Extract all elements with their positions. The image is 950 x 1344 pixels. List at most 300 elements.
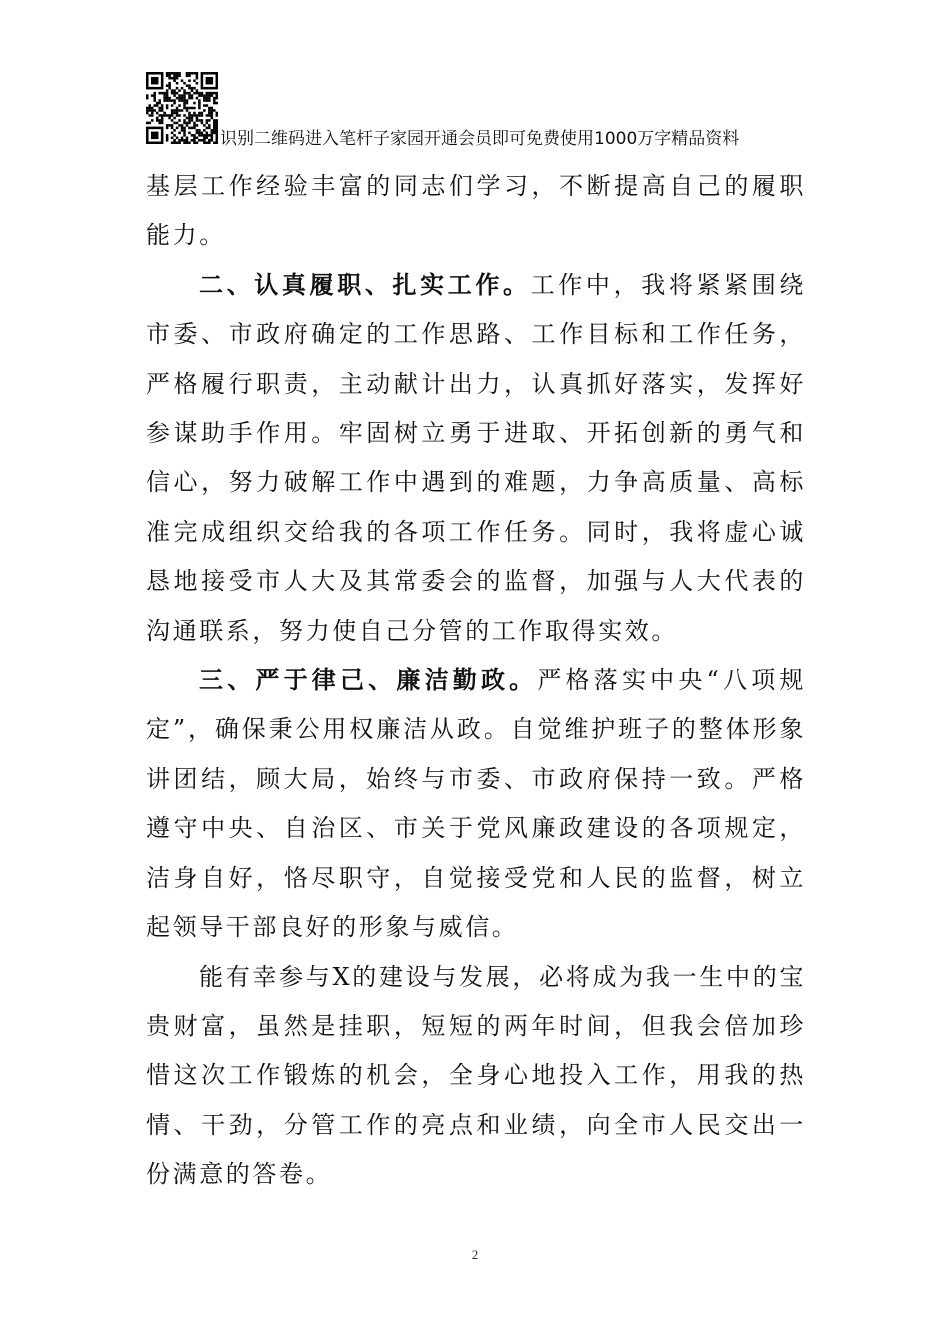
qr-module (178, 139, 181, 142)
qr-module (171, 124, 174, 127)
qr-module (178, 89, 181, 92)
promo-text: 识别二维码进入笔杆子家园开通会员即可免费使用1000万字精品资料 (220, 129, 740, 149)
qr-module (193, 142, 196, 144)
qr-module (211, 72, 214, 75)
qr-module (213, 99, 216, 102)
qr-module (146, 142, 149, 144)
qr-module (208, 119, 211, 122)
qr-module (206, 142, 209, 144)
qr-module (188, 84, 191, 87)
qr-module (176, 92, 179, 95)
qr-module (168, 99, 171, 102)
qr-module (198, 129, 201, 132)
qr-module (183, 139, 186, 142)
qr-module (186, 107, 189, 110)
qr-module (193, 72, 196, 75)
qr-module (156, 112, 159, 115)
qr-module (188, 97, 191, 100)
qr-module (161, 137, 164, 140)
qr-module (203, 72, 206, 75)
qr-module (208, 114, 211, 117)
qr-module (201, 84, 204, 87)
qr-module (156, 82, 159, 85)
qr-module (183, 99, 186, 102)
qr-module (203, 139, 206, 142)
qr-module (216, 79, 218, 82)
qr-module (173, 74, 176, 77)
qr-module (216, 102, 218, 105)
qr-module (213, 102, 216, 105)
qr-module (168, 72, 171, 75)
qr-module (191, 139, 194, 142)
qr-module (168, 82, 171, 85)
qr-module (186, 139, 189, 142)
qr-module (161, 139, 164, 142)
qr-module (178, 119, 181, 122)
qr-module (151, 109, 154, 112)
qr-module (211, 117, 214, 120)
qr-module (181, 127, 184, 130)
qr-module (198, 104, 201, 107)
paragraph-continuation (146, 162, 806, 261)
qr-module (168, 87, 171, 90)
qr-module (168, 74, 171, 77)
qr-module (181, 137, 184, 140)
qr-module (216, 132, 218, 135)
qr-module (158, 107, 161, 110)
qr-module (193, 107, 196, 110)
qr-module (198, 114, 201, 117)
qr-module (213, 97, 216, 100)
qr-module (158, 72, 161, 75)
qr-module (166, 72, 169, 75)
qr-module (216, 122, 218, 125)
qr-module (213, 92, 216, 95)
qr-module (151, 142, 154, 144)
qr-module (183, 134, 186, 137)
qr-module (201, 112, 204, 115)
qr-module (153, 92, 156, 95)
qr-module (158, 99, 161, 102)
qr-module (178, 97, 181, 100)
qr-module (148, 122, 151, 125)
qr-module (196, 119, 199, 122)
qr-module (183, 102, 186, 105)
qr-module (196, 82, 199, 85)
qr-module (146, 122, 149, 125)
qr-module (158, 87, 161, 90)
qr-module (186, 137, 189, 140)
qr-module (176, 87, 179, 90)
qr-module (203, 134, 206, 137)
qr-module (198, 119, 201, 122)
section-heading: 三、严于律己、廉洁勤政。 (199, 666, 538, 695)
qr-module (161, 122, 164, 125)
qr-module (196, 89, 199, 92)
qr-module (186, 92, 189, 95)
qr-module (201, 119, 204, 122)
qr-module (203, 87, 206, 90)
qr-module (216, 139, 218, 142)
qr-module (161, 82, 164, 85)
qr-module (188, 112, 191, 115)
qr-module (166, 134, 169, 137)
qr-module (156, 87, 159, 90)
qr-module (186, 99, 189, 102)
qr-module (146, 109, 149, 112)
qr-module (183, 122, 186, 125)
qr-module (156, 72, 159, 75)
qr-module (188, 87, 191, 90)
qr-module (158, 122, 161, 125)
qr-module (188, 122, 191, 125)
qr-module (178, 109, 181, 112)
qr-module (171, 142, 174, 144)
qr-module (211, 137, 214, 140)
qr-module (211, 87, 214, 90)
qr-module (171, 119, 174, 122)
qr-module (206, 79, 209, 82)
qr-module (153, 137, 156, 140)
qr-module (191, 72, 194, 75)
qr-module (211, 114, 214, 117)
qr-module (186, 109, 189, 112)
qr-module (206, 97, 209, 100)
qr-module (201, 82, 204, 85)
qr-module (196, 117, 199, 120)
qr-module (173, 129, 176, 132)
qr-module (173, 122, 176, 125)
qr-module (213, 142, 216, 144)
qr-module (163, 112, 166, 115)
qr-module (191, 107, 194, 110)
qr-module (203, 99, 206, 102)
qr-module (191, 87, 194, 90)
qr-module (153, 99, 156, 102)
qr-module (146, 139, 149, 142)
qr-code-icon[interactable] (146, 72, 218, 144)
qr-module (216, 127, 218, 130)
qr-module (166, 137, 169, 140)
qr-module (183, 142, 186, 144)
qr-module (153, 94, 156, 97)
qr-module (206, 132, 209, 135)
qr-module (201, 72, 204, 75)
qr-module (166, 127, 169, 130)
qr-module (208, 87, 211, 90)
qr-module (211, 129, 214, 132)
paragraph-text: 基层工作经验丰富的同志们学习，不断提高自己的履职能力。 (146, 172, 806, 250)
qr-module (213, 124, 216, 127)
qr-module (146, 72, 149, 75)
qr-module (216, 124, 218, 127)
qr-module (158, 142, 161, 144)
qr-module (183, 94, 186, 97)
qr-module (216, 112, 218, 115)
qr-module (178, 132, 181, 135)
qr-module (146, 77, 149, 80)
qr-module (183, 119, 186, 122)
qr-module (193, 112, 196, 115)
qr-module (208, 142, 211, 144)
qr-module (216, 119, 218, 122)
qr-module (193, 92, 196, 95)
qr-module (196, 142, 199, 144)
qr-module (176, 127, 179, 130)
qr-module (181, 87, 184, 90)
qr-module (148, 104, 151, 107)
qr-module (216, 77, 218, 80)
qr-module (158, 119, 161, 122)
qr-module (183, 92, 186, 95)
qr-module (178, 114, 181, 117)
qr-module (151, 137, 154, 140)
qr-module (196, 92, 199, 95)
qr-module (191, 127, 194, 130)
qr-module (206, 137, 209, 140)
qr-module (216, 82, 218, 85)
qr-module (203, 109, 206, 112)
qr-module (183, 114, 186, 117)
qr-module (201, 79, 204, 82)
qr-module (173, 117, 176, 120)
qr-module (188, 92, 191, 95)
qr-module (166, 139, 169, 142)
qr-module (161, 142, 164, 144)
qr-module (171, 127, 174, 130)
qr-module (196, 97, 199, 100)
qr-module (166, 84, 169, 87)
qr-module (213, 127, 216, 130)
qr-module (166, 97, 169, 100)
qr-module (151, 94, 154, 97)
qr-module (201, 74, 204, 77)
qr-module (208, 127, 211, 130)
qr-module (206, 94, 209, 97)
qr-module (213, 109, 216, 112)
qr-module (173, 92, 176, 95)
qr-module (198, 94, 201, 97)
qr-module (161, 77, 164, 80)
qr-module (206, 127, 209, 130)
qr-module (156, 117, 159, 120)
qr-module (216, 137, 218, 140)
qr-module (156, 127, 159, 130)
qr-module (166, 99, 169, 102)
qr-module (176, 82, 179, 85)
qr-module (206, 92, 209, 95)
qr-module (153, 104, 156, 107)
qr-module (203, 104, 206, 107)
qr-module (198, 107, 201, 110)
qr-module (206, 114, 209, 117)
qr-module (166, 94, 169, 97)
qr-module (213, 72, 216, 75)
qr-module (148, 114, 151, 117)
qr-module (216, 72, 218, 75)
qr-module (216, 134, 218, 137)
qr-module (196, 132, 199, 135)
qr-module (198, 102, 201, 105)
qr-module (191, 114, 194, 117)
qr-module (148, 109, 151, 112)
qr-module (186, 84, 189, 87)
qr-module (203, 129, 206, 132)
qr-module (216, 94, 218, 97)
qr-module (176, 74, 179, 77)
qr-module (151, 79, 154, 82)
qr-module (151, 87, 154, 90)
qr-module (186, 117, 189, 120)
qr-module (178, 104, 181, 107)
qr-module (146, 129, 149, 132)
qr-module (156, 104, 159, 107)
qr-module (186, 142, 189, 144)
qr-module (216, 114, 218, 117)
qr-module (203, 124, 206, 127)
qr-module (208, 97, 211, 100)
qr-module (176, 114, 179, 117)
qr-module (151, 119, 154, 122)
qr-module (213, 87, 216, 90)
qr-module (173, 99, 176, 102)
qr-module (211, 107, 214, 110)
qr-module (216, 129, 218, 132)
qr-module (211, 134, 214, 137)
qr-module (168, 97, 171, 100)
qr-module (203, 137, 206, 140)
qr-module (193, 87, 196, 90)
qr-module (193, 124, 196, 127)
qr-module (216, 97, 218, 100)
qr-module (183, 104, 186, 107)
qr-module (153, 82, 156, 85)
qr-module (183, 89, 186, 92)
qr-module (213, 132, 216, 135)
qr-module (183, 107, 186, 110)
qr-module (148, 72, 151, 75)
qr-module (188, 72, 191, 75)
qr-module (198, 92, 201, 95)
qr-module (166, 107, 169, 110)
qr-module (151, 134, 154, 137)
qr-module (156, 79, 159, 82)
qr-module (196, 72, 199, 75)
qr-module (188, 119, 191, 122)
qr-module (203, 142, 206, 144)
qr-module (168, 77, 171, 80)
qr-module (191, 89, 194, 92)
qr-module (153, 109, 156, 112)
qr-module (181, 129, 184, 132)
qr-module (148, 127, 151, 130)
qr-module (168, 114, 171, 117)
qr-module (206, 104, 209, 107)
qr-module (166, 124, 169, 127)
qr-module (201, 122, 204, 125)
qr-module (166, 92, 169, 95)
qr-module (151, 127, 154, 130)
qr-module (193, 102, 196, 105)
qr-module (166, 114, 169, 117)
qr-module (206, 72, 209, 75)
qr-module (156, 77, 159, 80)
qr-module (201, 134, 204, 137)
qr-module (183, 127, 186, 130)
qr-module (158, 127, 161, 130)
qr-module (211, 79, 214, 82)
qr-module (176, 109, 179, 112)
qr-module (151, 77, 154, 80)
qr-module (208, 79, 211, 82)
qr-module (208, 92, 211, 95)
qr-module (188, 132, 191, 135)
qr-module (208, 72, 211, 75)
qr-module (208, 94, 211, 97)
section-heading: 二、认真履职、扎实工作。 (199, 270, 531, 299)
qr-module (161, 92, 164, 95)
qr-module (158, 109, 161, 112)
qr-module (181, 99, 184, 102)
qr-module (196, 129, 199, 132)
qr-module (181, 124, 184, 127)
qr-module (156, 102, 159, 105)
qr-module (216, 92, 218, 95)
qr-module (186, 74, 189, 77)
qr-module (158, 102, 161, 105)
paragraph-section-three (146, 656, 806, 952)
qr-module (196, 124, 199, 127)
qr-module (158, 92, 161, 95)
qr-module (171, 77, 174, 80)
qr-module (186, 124, 189, 127)
qr-module (166, 104, 169, 107)
qr-module (163, 114, 166, 117)
qr-module (161, 132, 164, 135)
qr-module (153, 72, 156, 75)
qr-module (156, 142, 159, 144)
qr-module (148, 87, 151, 90)
qr-module (153, 79, 156, 82)
qr-module (188, 127, 191, 130)
qr-module (161, 107, 164, 110)
qr-module (208, 109, 211, 112)
qr-module (161, 104, 164, 107)
qr-module (206, 134, 209, 137)
qr-module (203, 97, 206, 100)
qr-module (208, 77, 211, 80)
qr-module (206, 77, 209, 80)
qr-module (183, 129, 186, 132)
qr-module (153, 97, 156, 100)
qr-module (171, 92, 174, 95)
qr-module (171, 137, 174, 140)
qr-module (161, 119, 164, 122)
qr-module (211, 77, 214, 80)
qr-module (146, 134, 149, 137)
qr-module (153, 77, 156, 80)
qr-module (186, 102, 189, 105)
qr-module (161, 127, 164, 130)
qr-module (188, 117, 191, 120)
qr-module (146, 97, 149, 100)
qr-module (178, 94, 181, 97)
qr-module (178, 99, 181, 102)
qr-module (211, 112, 214, 115)
qr-module (211, 82, 214, 85)
qr-module (193, 127, 196, 130)
qr-module (146, 132, 149, 135)
